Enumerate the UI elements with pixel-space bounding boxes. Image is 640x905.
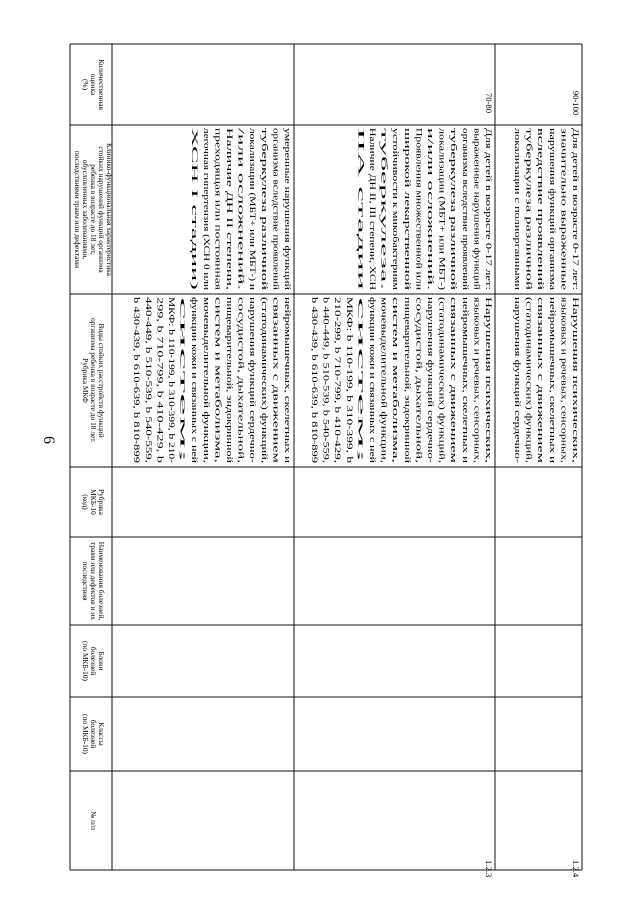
row-3-clinical-text-line: локализации с полиорганными	[513, 128, 523, 242]
row-1-icf-text-line: систем и метаболизма,	[213, 297, 224, 381]
row-3-icf-text-line: нейромышечных, скелетных и	[547, 297, 558, 409]
page-number: 6	[40, 436, 57, 444]
header-text-line: № п/п	[89, 811, 98, 830]
row-1-icf-text-line: (статодинамических) функций,	[259, 297, 270, 411]
row-1-clinical-text-line: /или осложнений.	[236, 128, 247, 194]
row-3-clinical-text-line: Для детей в возрасте 0-17 лет:	[571, 128, 581, 239]
row-3-clinical-text	[513, 128, 581, 291]
row-1-icf-text	[132, 297, 293, 464]
row-2-clinical-text-line: широкой лекарственной	[402, 128, 413, 217]
row-1-clinical-text-line: легочная гипертензия (ХСН 0 или	[201, 128, 212, 253]
header-text-line: травм или дефектов и их	[89, 542, 98, 620]
row-2-clinical-text-line: устойчивости к микобактериям	[391, 128, 402, 243]
row-1-icf-text-line: 440-449, b 510-539, b 540-559,	[143, 297, 154, 407]
row-2-clinical-text-line: туберкулеза различной	[449, 128, 460, 212]
row-2-icf-text-line: нарушения функций сердечно-	[426, 297, 436, 410]
header-text-line: Наименования болезней,	[97, 541, 106, 621]
header-text-line: стойких нарушений функций организма	[97, 146, 106, 273]
header-text-line: организма ребенка в возрасте до 18 лет.	[89, 318, 98, 443]
header-text-line: Рубрика МКФ	[81, 358, 90, 403]
header-text-line: последствиями травм или дефектами	[73, 150, 82, 269]
row-3-icf-text-line: связанных с движением	[536, 297, 547, 385]
header-text-line: Классы	[97, 722, 106, 746]
row-1-icf-text-line: пищеварительной, эндокринной	[225, 297, 235, 415]
header-text-line: Количественная	[97, 59, 106, 110]
row-2-clinical-text	[356, 128, 494, 292]
row-3-number: 1.2.4	[571, 860, 581, 878]
row-1-clinical-text-line: организма вследствие проявлений	[271, 128, 282, 253]
row-2-icf-text-line: (статодинамических) функций,	[437, 297, 448, 411]
row-1-icf-text-line: 299, b 710-799, b 410-429, b	[155, 297, 166, 398]
row-1-icf-text-line: сосудистой, дыхательной,	[236, 297, 247, 392]
row-3-clinical-text-line: вследствие проявлений	[536, 128, 547, 214]
header-text-line: болезней	[89, 646, 98, 676]
row-2-clinical-text-line: Наличие ДН II, III степени, ХСН	[368, 128, 378, 248]
header-text-line: (код)	[81, 494, 90, 510]
row-2-clinical-text-line: выраженные нарушения функций	[472, 128, 483, 252]
row-2-score: 70-80	[484, 92, 494, 114]
row-2-icf-text-line: пищеварительной, эндокринной	[402, 297, 413, 415]
header-icf	[81, 318, 106, 443]
row-3-icf-text-line: языковых и речевых, сенсорных,	[559, 297, 570, 418]
header-text-line: (по МКБ-10)	[81, 640, 90, 682]
row-2-icf-text-line: Нарушения психических,	[484, 297, 494, 391]
row-2-icf-text-line: нейромышечных, скелетных и	[460, 297, 471, 409]
row-1-icf-text-line: b 430-439, b 610-639, b 810-899	[132, 297, 143, 411]
row-2-icf-text-line: языковых и речевых, сенсорных,	[472, 297, 483, 418]
row-2-clinical-text-line: Для детей в возрасте 0-17 лет:	[484, 128, 494, 239]
row-1-icf-text-line: связанных с движением	[271, 297, 282, 385]
row-2-clinical-text-line: локализации (МБТ+ или МБТ-)	[437, 128, 448, 244]
row-2-icf-text-line: b 430-439, b 610-639, b 810-899	[310, 297, 320, 411]
row-1-icf-text-line: систем;	[178, 297, 189, 325]
row-3-icf-text-line: нарушения функций сердечно-	[513, 297, 523, 410]
header-text-line: Рубрика	[97, 489, 106, 515]
row-3-icf-text-line: (статодинамических) функций,	[524, 297, 535, 411]
header-text-line: Виды стойких расстройств функций	[97, 323, 106, 438]
header-text-line: ребенка в возрасте до 18 лет,	[89, 164, 98, 255]
row-2-clinical-text-line: организма вследствие проявлений	[460, 128, 471, 253]
row-2-clinical-text-line: Проявления множественной или	[414, 128, 425, 248]
row-2-icf-text-line: систем;	[356, 297, 367, 325]
row-1-icf-text-line: нарушения функций сердечно-	[248, 297, 259, 410]
row-1-clinical-text-line: умеренные нарушения функций	[283, 128, 293, 246]
row-2-icf-text-line: связанных с движением	[449, 297, 460, 385]
header-class	[81, 714, 106, 755]
header-text-line: Клинико-функциональная характеристика	[105, 143, 114, 276]
row-1-icf-text-line: МКФ: b 110-199, b 310-399, b 210-	[167, 297, 177, 422]
header-score	[81, 59, 106, 110]
row-2-number: 1.2.3	[484, 860, 494, 878]
row-1-clinical-text-line: туберкулеза различной	[259, 128, 270, 212]
header-text-line: оценка	[89, 73, 98, 96]
row-3-clinical-text-line: нарушения функций организма	[547, 128, 558, 243]
row-1-clinical-text	[190, 128, 293, 291]
row-2-icf-text-line: сосудистой, дыхательной,	[414, 297, 425, 392]
header-text-line: болезней	[89, 719, 98, 749]
row-2-icf-text-line: МКФ: b 110-199, b 310-399, b	[344, 297, 355, 405]
header-code	[81, 489, 106, 516]
row-2-icf-text	[310, 297, 494, 464]
row-3-icf-text	[513, 297, 581, 464]
row-2-icf-text-line: систем и метаболизма,	[391, 297, 402, 381]
row-2-icf-text-line: 210-299, b 710-799, b 410-429,	[333, 297, 344, 407]
header-text-line: (по МКБ-10)	[81, 713, 90, 755]
row-1-icf-text-line: мочевыделительной функции,	[201, 297, 212, 408]
row-1-icf-text-line: нейромышечных, скелетных и	[283, 297, 293, 409]
header-text-line: обусловленных заболеваниями,	[81, 159, 90, 260]
row-2-clinical-text-line: туберкулеза.	[379, 128, 390, 174]
header-text-line: (%)	[81, 78, 90, 91]
header-clinical	[73, 143, 114, 277]
row-2-icf-text-line: b 440-449, b 510-539, b 540-559,	[321, 297, 332, 413]
row-2-clinical-text-line: и/или осложнений.	[426, 128, 436, 198]
header-text-line: последствия	[81, 561, 90, 601]
row-2-icf-text-line: мочевыделительной функции,	[379, 297, 390, 408]
row-3-clinical-text-line: значительно выраженные	[559, 128, 570, 222]
header-text-line: Блоки	[97, 651, 106, 671]
header-text-line: МКБ-10	[89, 489, 98, 515]
row-3-score: 90-100	[571, 90, 581, 116]
row-1-icf-text-line: функции кожи и связанных с ней	[190, 297, 201, 418]
row-3-icf-text-line: Нарушения психических,	[571, 297, 581, 391]
row-1-clinical-text-line: локализации (МБТ+ или МБТ-) и	[248, 128, 259, 250]
row-3-clinical-text-line: туберкулеза различной	[524, 128, 535, 212]
row-1-clinical-text-line: ХСН I стадии)	[190, 128, 201, 181]
row-1-clinical-text-line: преходящая или постоянная	[213, 128, 224, 231]
row-2-icf-text-line: функции кожи и связанных с ней	[368, 297, 378, 418]
row-1-clinical-text-line: Наличие ДН II степени,	[225, 128, 235, 216]
header-no	[89, 811, 98, 830]
header-name	[81, 542, 106, 621]
row-2-clinical-text-line: IIА стадии	[356, 128, 367, 168]
table-text-layer	[73, 59, 581, 878]
header-block	[81, 641, 106, 682]
